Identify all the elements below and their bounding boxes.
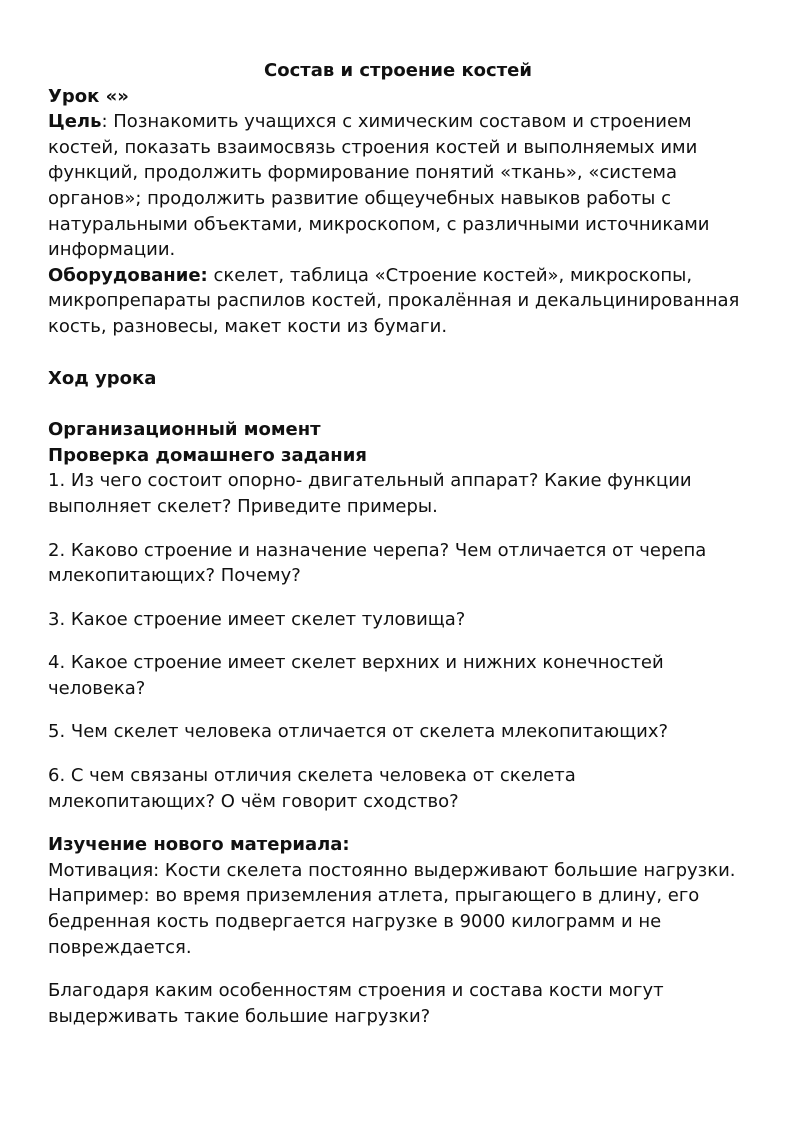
goal-paragraph (48, 109, 748, 263)
goal-label: Цель (48, 111, 102, 133)
equipment-paragraph (48, 263, 748, 340)
document-title: Состав и строение костей (264, 60, 532, 81)
homework-heading: Проверка домашнего задания (48, 444, 367, 466)
question-item: 2. Каково строение и назначение черепа? Чем отличается от черепа млекопитающих? Почему? (48, 539, 707, 587)
goal-text: : Познакомить учащихся с химическим составом и строением костей, показать взаимосвязь строения костей и выполняемых ими функций, продолжить формирование понятий «ткань», «система органов»; продолжить развитие общеучебных навыков работы с натуральными объектами, микроскопом, с различными источниками информации. (48, 111, 710, 261)
equipment-text: скелет, таблица «Строение костей», микроскопы, микропрепараты распилов костей, прокалённая и декальцинированная кость, разновесы, макет кости из бумаги. (48, 264, 740, 337)
final-question-paragraph: Благодаря каким особенностям строения и состава кости могут выдерживать такие большие нагрузки? (48, 980, 664, 1027)
lesson-flow-heading: Ход урока (48, 367, 157, 389)
document-page (48, 58, 748, 1029)
question-item: 3. Какое строение имеет скелет туловища? (48, 608, 466, 630)
lesson-label: Урок «» (48, 85, 129, 107)
question-item: 5. Чем скелет человека отличается от скелета млекопитающих? (48, 721, 669, 743)
new-material-heading: Изучение нового материала: (48, 834, 350, 856)
question-item: 4. Какое строение имеет скелет верхних и нижних конечностей человека? (48, 652, 664, 699)
motivation-paragraph: Мотивация: Кости скелета постоянно выдерживают большие нагрузки. Например: во время приземления атлета, прыгающего в длину, его бедренная кость подвергается нагрузке в 9000 килограмм и не повреждается. (48, 859, 736, 958)
org-moment-heading: Организационный момент (48, 419, 321, 441)
question-item: 1. Из чего состоит опорно- двигательный аппарат? Какие функции выполняет скелет? Приведите примеры. (48, 470, 692, 517)
equipment-label: Оборудование: (48, 264, 208, 286)
question-item: 6. С чем связаны отличия скелета человека от скелета млекопитающих? О чём говорит сходство? (48, 765, 576, 812)
